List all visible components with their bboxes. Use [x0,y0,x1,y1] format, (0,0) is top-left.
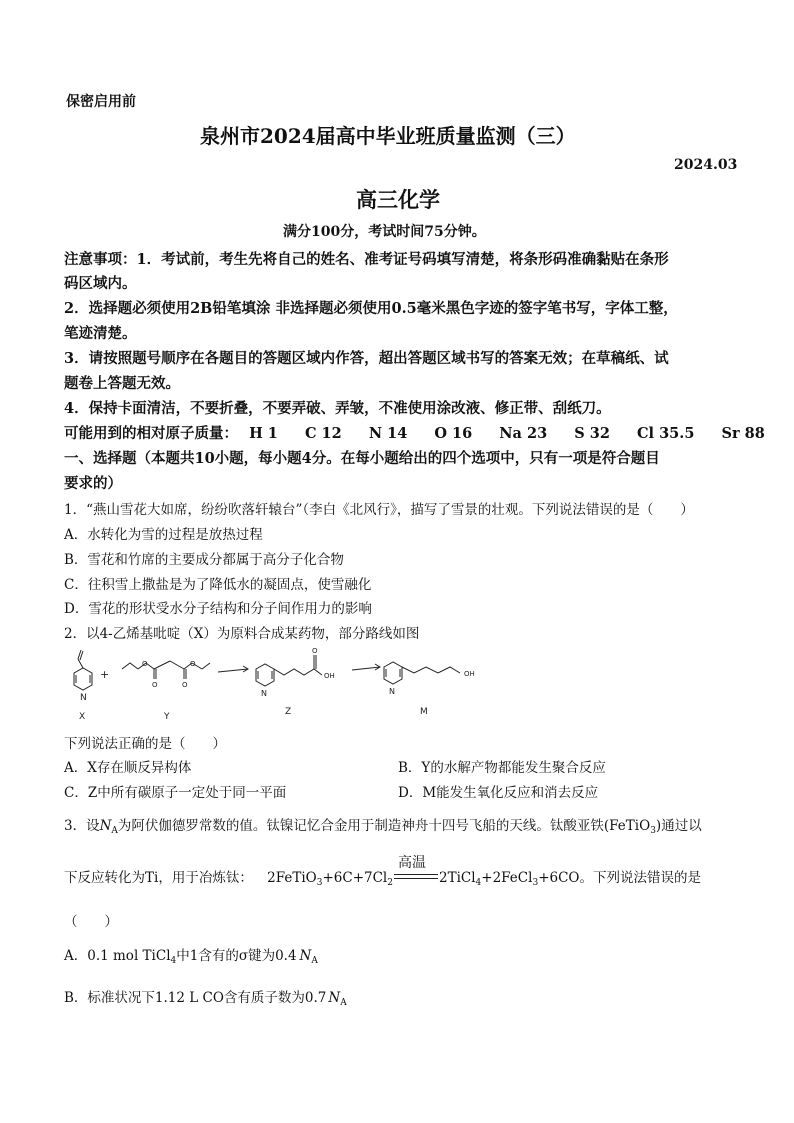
q3-line2-b: 。下列说法错误的是 [579,870,701,886]
molecule-z-icon [256,655,322,686]
atomic-mass-line [64,422,765,443]
q2-synthesis-route [60,645,500,721]
eq-sub-4: 4 [475,878,482,888]
q2-option-a: A．X存在顺反异构体 [64,760,192,776]
q1-option-c: C．往积雪上撒盐是为了降低水的凝固点，使雪融化 [64,577,372,593]
q2-oh-label-z: OH [324,672,335,680]
q2-option-b: B．Y的水解产物都能发生聚合反应 [398,760,606,776]
q3-option-a [64,944,318,966]
eq-r2: +2FeCl [481,870,533,886]
subject-title: 高三化学 [356,187,440,212]
eq-condition: 高温 [397,855,426,871]
atomic-mass-c: C 12 [304,425,342,442]
q3-a-text2: 中1含有的σ键为0.4 [176,948,297,964]
atomic-mass-sr: Sr 88 [721,425,765,442]
note-3b: 题卷上答题无效。 [64,375,180,392]
q1-option-d: D．雪花的形状受水分子结构和分子间作用力的影响 [64,601,372,617]
q3-b-na: N [328,990,341,1006]
q2-option-d: D．M能发生氧化反应和消去反应 [398,785,599,801]
atomic-mass-label: 可能用到的相对原子质量： [64,425,238,442]
na-subscript: A [111,826,118,836]
exam-date: 2024.03 [674,157,738,173]
q1-stem: 1．“燕山雪花大如席，纷纷吹落轩辕台”（李白《北风行》，描写了雪景的壮观。下列说法错误的是（ ） [64,502,694,518]
q3-b-text: B．标准状况下1.12 L CO含有质子数为0.7 [64,990,327,1006]
eq-r3: +6CO [538,870,580,886]
atomic-mass-s: S 32 [574,425,610,442]
eq-r1: 2TiCl [438,870,476,886]
feti-subscript: 3 [650,826,656,836]
q3-option-b [64,986,347,1008]
q2-n-label-m: N [389,687,395,696]
note-2a: 2．选择题必须使用2B铅笔填涂 非选择题必须使用0.5毫米黑色字迹的签字笔书写，字体工整， [64,300,678,317]
reaction-arrow-1-icon [218,666,248,672]
q3-a-text: A．0.1 mol TiCl [64,948,171,964]
q3-a-na-sub: A [311,956,318,966]
molecule-x-icon [74,650,92,690]
q3-a-sub: 4 [170,956,177,966]
atomic-mass-na: Na 23 [499,425,548,442]
feti-formula: (FeTiO [603,818,651,834]
eq-sub-3b: 3 [532,878,539,888]
section1-line2: 要求的） [64,475,122,492]
feti-tail: )通过以 [655,818,702,834]
q2-question: 下列说法正确的是（ ） [64,736,226,752]
eq-sub-3: 3 [316,878,323,888]
eq-line-top [394,874,438,875]
q2-o-label-1: O [142,660,148,668]
q3-b-na-sub: A [340,998,347,1008]
eq-sub-2: 2 [387,878,393,888]
note-1b: 码区域内。 [64,275,137,292]
q3-paren: （ ） [64,914,118,930]
na-symbol: N [99,818,112,834]
q3-a-na: N [299,948,312,964]
atomic-mass-cl: Cl 35.5 [637,425,695,442]
q2-o-label-2: O [152,681,158,689]
q2-o-label-4: O [190,660,196,668]
q2-o-label-3: O [182,681,188,689]
atomic-mass-h: H 1 [249,425,278,442]
q3-stem-b: 为阿伏伽德罗常数的值。钛镍记忆合金用于制造神舟十四号飞船的天线。钛酸亚铁 [117,818,604,834]
note-4: 4．保持卡面清洁，不要折叠，不要弄破、弄皱，不准使用涂改液、修正带、刮纸刀。 [64,400,611,417]
note-2b: 笔迹清楚。 [64,325,137,342]
molecule-y-icon [122,661,210,679]
q3-stem-line1 [64,814,702,836]
atomic-mass-o: O 16 [434,425,473,442]
atomic-mass-n: N 14 [368,425,408,442]
score-time: 满分100分，考试时间75分钟。 [283,224,486,240]
q2-stem: 2．以4-乙烯基吡啶（X）为原料合成某药物，部分路线如图 [64,626,420,642]
q2-option-c: C．Z中所有碳原子一定处于同一平面 [64,785,287,801]
eq-left: 2FeTiO [267,870,317,886]
note-1a: 注意事项：1．考试前，考生先将自己的姓名、准考证号码填写清楚，将条形码准确黏贴在条形 [64,251,669,268]
eq-mid: +6C+7Cl [322,870,388,886]
q2-label-y: Y [164,712,170,721]
note-3a: 3．请按照题号顺序在各题目的答题区域内作答，超出答题区域书写的答案无效；在草稿纸、试 [64,350,669,367]
q2-label-x: X [79,712,86,721]
section1-line1: 一、选择题（本题共10小题，每小题4分。在每小题给出的四个选项中，只有一项是符合题目 [64,450,660,467]
q2-o-label-z: O [312,647,318,655]
q2-n-label-z: N [261,689,267,698]
q2-label-z: Z [285,707,292,717]
q2-oh-label-m: OH [464,670,475,678]
exam-title: 泉州市2024届高中毕业班质量监测（三） [200,124,576,148]
reaction-arrow-2-icon [352,664,380,670]
q2-plus: + [100,668,110,681]
q3-stem-line2 [64,855,701,888]
q3-line2-a: 下反应转化为Ti，用于冶炼钛： [64,870,253,886]
q2-n-label-x: N [80,693,87,703]
q1-option-a: A．水转化为雪的过程是放热过程 [64,527,263,543]
eq-condition-arrow [394,855,438,882]
q3-stem-a: 3．设 [64,818,100,834]
molecule-m-icon [384,662,460,684]
eq-line-bottom [394,878,438,879]
q1-option-b: B．雪花和竹席的主要成分都属于高分子化合物 [64,552,344,568]
confidential-label: 保密启用前 [66,94,136,110]
q2-label-m: M [420,707,428,717]
